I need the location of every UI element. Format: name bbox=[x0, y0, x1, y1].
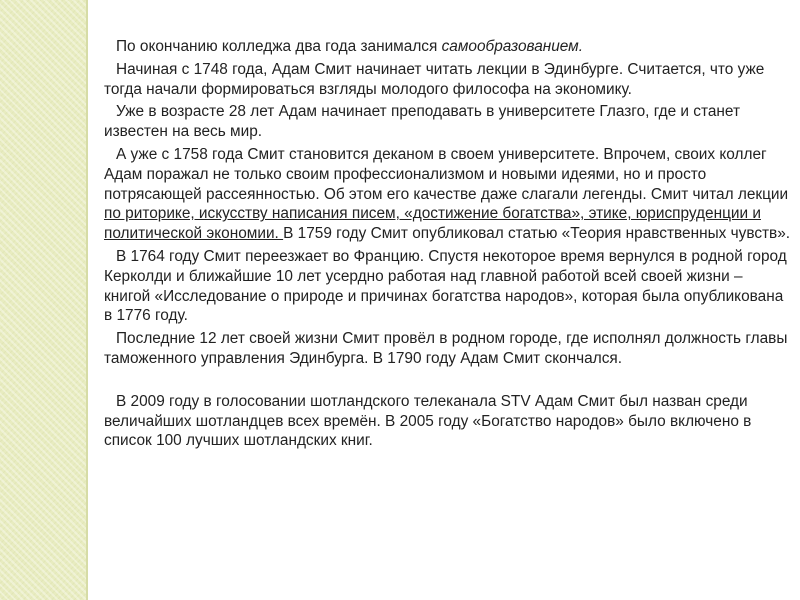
paragraph-glasgow bbox=[104, 102, 792, 142]
decorative-side-strip bbox=[0, 0, 86, 600]
text-span-italic: самообразованием. bbox=[441, 38, 584, 55]
text-span: В 1759 году Смит опубликовал статью «Теория нравственных чувств». bbox=[283, 225, 791, 243]
paragraph-dean bbox=[104, 145, 792, 244]
text-span-underlined: по риторике, искусству написания писем, «достижение богатства», этике, юриспруденции и политической экономии. bbox=[104, 205, 761, 243]
text-span: В 1764 году Смит переезжает во Францию. Спустя некоторое время вернулся в родной город Керколди и ближайшие 10 лет усердно работая над главной работой всей своей жизни – книгой «Исследование о природе и причинах богатства народов», которая была опубликована в 1776 году. bbox=[104, 247, 787, 325]
text-span: Последние 12 лет своей жизни Смит провёл в родном городе, где исполнял должность главы таможенного управления Эдинбурга. В 1790 году Адам Смит скончался. bbox=[104, 330, 788, 367]
text-span: По окончанию колледжа два года занимался bbox=[116, 38, 442, 55]
slide-text-block bbox=[104, 37, 792, 451]
text-span: Уже в возрасте 28 лет Адам начинает преподавать в университете Глазго, где и станет известен на весь мир. bbox=[104, 103, 741, 141]
paragraph-france bbox=[104, 247, 792, 326]
text-span: Начиная с 1748 года, Адам Смит начинает читать лекции в Эдинбурге. Считается, что уже тогда начали формироваться взгляды молодого философа на экономику. bbox=[104, 60, 765, 98]
paragraph-self-education bbox=[104, 37, 792, 57]
paragraph-legacy bbox=[104, 392, 792, 451]
text-span: А уже с 1758 года Смит становится деканом в своем университете. Впрочем, своих коллег Адам поражал не только своим профессионализмом и новыми идеями, но и просто потрясающей рассеянностью. Об этом его качестве даже слагали легенды. Смит читал лекции bbox=[104, 145, 789, 203]
paragraph-edinburgh-lectures bbox=[104, 60, 792, 100]
paragraph-last-years bbox=[104, 329, 792, 369]
text-span: В 2009 году в голосовании шотландского телеканала STV Адам Смит был назван среди величайших шотландцев всех времён. В 2005 году «Богатство народов» было включено в список 100 лучших шотландских книг. bbox=[104, 392, 752, 450]
side-strip-border bbox=[86, 0, 88, 600]
